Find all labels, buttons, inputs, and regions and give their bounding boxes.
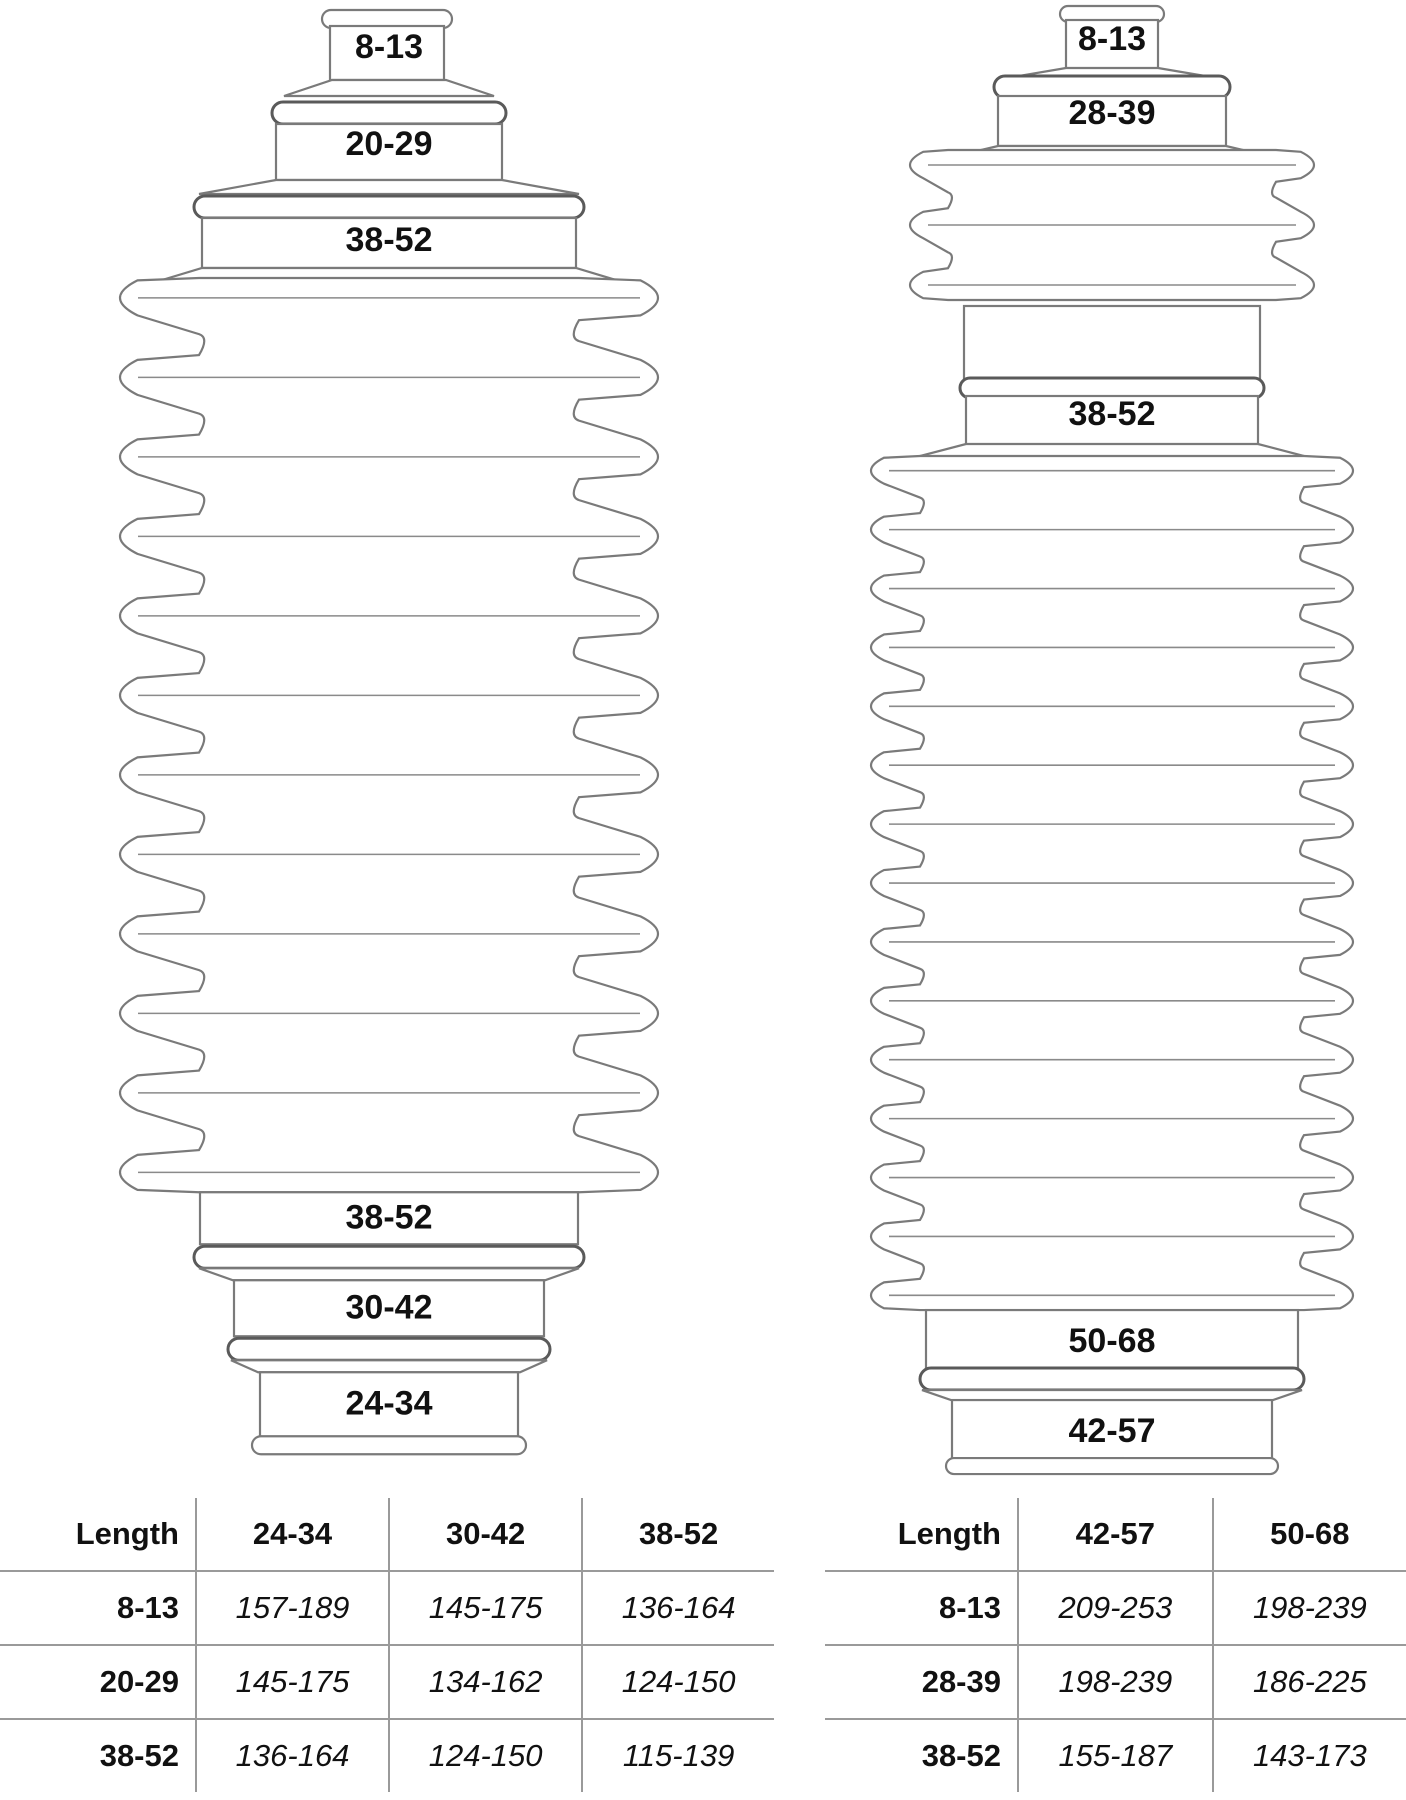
column-header: 30-42 <box>389 1498 582 1571</box>
table-header-row <box>825 1498 1406 1571</box>
seal-ring <box>228 1338 550 1360</box>
table-row <box>0 1571 774 1645</box>
size-label: 30-42 <box>345 1288 433 1327</box>
table-cell: 198-239 <box>1213 1571 1406 1645</box>
table-cell: 157-189 <box>196 1571 389 1645</box>
table-cell: 136-164 <box>196 1719 389 1792</box>
bottom-lip <box>252 1436 526 1454</box>
seal-ring <box>194 196 584 218</box>
table-cell: 136-164 <box>582 1571 774 1645</box>
row-header: 20-29 <box>0 1645 196 1719</box>
lower-flare <box>199 1268 579 1280</box>
upper-sleeve <box>964 306 1260 384</box>
collar-flare <box>199 180 579 194</box>
table-cell: 145-175 <box>196 1645 389 1719</box>
table-cell: 115-139 <box>582 1719 774 1792</box>
row-header: 8-13 <box>0 1571 196 1645</box>
row-header: 8-13 <box>825 1571 1018 1645</box>
row-header: 38-52 <box>99 1738 179 1773</box>
column-header: 42-57 <box>1018 1498 1213 1571</box>
table-cell: 209-253 <box>1018 1571 1213 1645</box>
table-row <box>0 1719 774 1792</box>
row-header: 28-39 <box>825 1645 1018 1719</box>
seal-ring <box>194 1246 584 1268</box>
table-row <box>0 1645 774 1719</box>
size-label: 50-68 <box>1068 1322 1156 1361</box>
seal-ring <box>272 102 506 124</box>
table-cell: 186-225 <box>1213 1645 1406 1719</box>
table-row <box>825 1571 1406 1645</box>
bottom-flare <box>231 1360 547 1372</box>
table-row <box>825 1719 1406 1792</box>
table-cell: 143-173 <box>1213 1719 1406 1792</box>
left-bellows-boot <box>120 10 658 1454</box>
right-bellows-boot <box>871 6 1353 1474</box>
bellows-convolutions <box>120 278 658 1192</box>
size-label: 8-13 <box>354 28 424 66</box>
table-cell: 198-239 <box>1018 1645 1213 1719</box>
left-length-table <box>0 1498 774 1792</box>
size-label: 38-52 <box>1068 395 1156 433</box>
table-cell: 155-187 <box>1018 1719 1213 1792</box>
length-corner-header: Length <box>825 1498 1018 1571</box>
seal-ring <box>920 1368 1304 1390</box>
table-row <box>825 1645 1406 1719</box>
column-header: 24-34 <box>196 1498 389 1571</box>
size-label: 8-13 <box>1077 20 1147 58</box>
size-label: 38-52 <box>345 221 433 259</box>
bottom-lip <box>946 1458 1278 1474</box>
table-cell: 124-150 <box>582 1645 774 1719</box>
size-label: 20-29 <box>345 125 433 163</box>
size-label: 24-34 <box>345 1384 433 1423</box>
neck-flare <box>284 80 494 96</box>
table-header-row <box>0 1498 774 1571</box>
lower-flare <box>922 1390 1302 1400</box>
size-label: 28-39 <box>1068 94 1156 132</box>
table-cell: 124-150 <box>389 1719 582 1792</box>
size-label: 42-57 <box>1068 1412 1156 1451</box>
row-header: 38-52 <box>921 1738 1001 1773</box>
table-cell: 145-175 <box>389 1571 582 1645</box>
column-header: 50-68 <box>1213 1498 1406 1571</box>
right-length-table <box>825 1498 1406 1792</box>
table-cell: 134-162 <box>389 1645 582 1719</box>
column-header: 38-52 <box>582 1498 774 1571</box>
length-corner-header: Length <box>0 1498 196 1571</box>
size-label: 38-52 <box>345 1198 433 1237</box>
